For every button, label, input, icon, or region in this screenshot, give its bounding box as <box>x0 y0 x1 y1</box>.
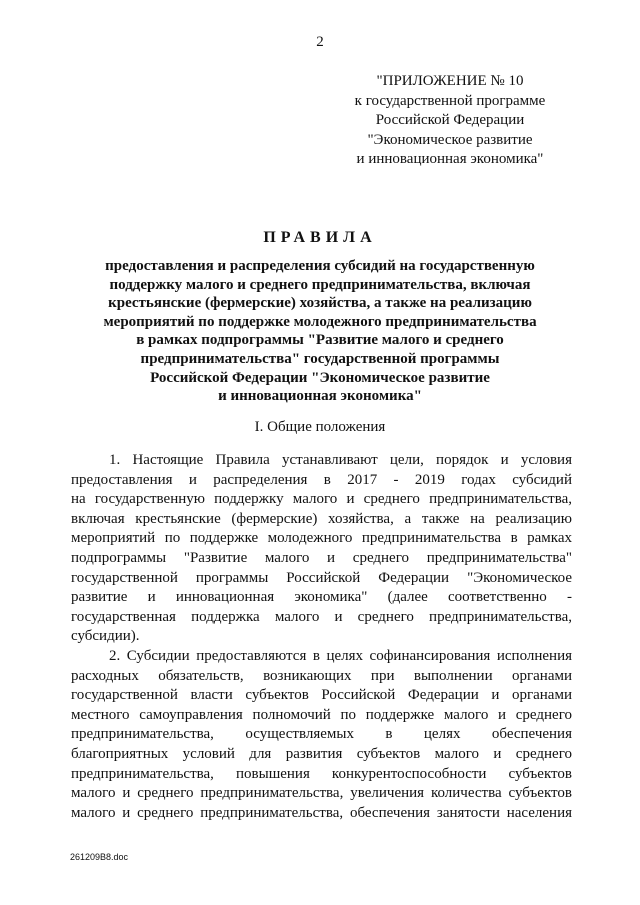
document-subtitle <box>70 257 570 406</box>
text-line: местного самоуправления полномочий по поддержке малого и среднего <box>71 706 572 723</box>
subtitle-line: предоставления и распределения субсидий на государственную <box>105 258 535 274</box>
subtitle-line: предпринимательства" государственной программы <box>140 350 500 367</box>
text-line: малого и среднего предпринимательства, обеспечения занятости населения <box>71 804 572 821</box>
text-line: включая крестьянские (фермерские) хозяйства, а также на реализацию <box>71 510 572 527</box>
text-line: 2. Субсидии предоставляются в целях софинансирования исполнения <box>109 647 572 664</box>
text-line: подпрограммы "Развитие малого и среднего предпринимательства" <box>71 549 572 566</box>
document-title: ПРАВИЛА <box>263 229 377 246</box>
appendix-line: к государственной программе <box>354 92 546 109</box>
text-line: государственной программы Российской Федерации "Экономическое <box>71 569 572 586</box>
text-line: предпринимательства, осуществляемых в целях обеспечения <box>71 726 572 743</box>
text-line: развитие и инновационная экономика" (далее соответственно - <box>71 589 572 606</box>
paragraph-1 <box>71 451 572 647</box>
section-heading: I. Общие положения <box>254 419 386 435</box>
subtitle-line: в рамках подпрограммы "Развитие малого и среднего <box>136 332 504 349</box>
appendix-line: "ПРИЛОЖЕНИЕ № 10 <box>376 73 524 89</box>
text-line: расходных обязательств, возникающих при выполнении органами <box>71 667 572 684</box>
text-line: на государственную поддержку малого и среднего предпринимательства, <box>71 491 572 508</box>
subtitle-line: мероприятий по поддержке молодежного предпринимательства <box>103 313 537 330</box>
text-line: благоприятных условий для развития субъектов малого и среднего <box>71 745 572 762</box>
text-line: предоставления и распределения в 2017 - 2019 годах субсидий <box>71 471 572 488</box>
appendix-header <box>330 72 570 170</box>
text-line: государственная поддержка малого и среднего предпринимательства, <box>71 608 572 625</box>
paragraph-2 <box>71 647 572 823</box>
appendix-line: "Экономическое развитие <box>367 131 533 148</box>
body-text <box>71 451 572 823</box>
text-line: субсидии). <box>71 628 140 645</box>
appendix-line: Российской Федерации <box>375 112 525 128</box>
file-code: 261209В8.doc <box>70 852 129 862</box>
subtitle-line: крестьянские (фермерские) хозяйства, а также на реализацию <box>108 295 532 312</box>
text-line: 1. Настоящие Правила устанавливают цели, порядок и условия <box>109 452 572 468</box>
subtitle-line: поддержку малого и среднего предпринимательства, включая <box>109 276 531 293</box>
text-line: мероприятий по поддержке молодежного предпринимательства в рамках <box>71 530 572 547</box>
appendix-line: и инновационная экономика" <box>356 151 544 167</box>
text-line: предпринимательства, повышения конкурентоспособности субъектов <box>71 765 572 782</box>
page-number: 2 <box>316 34 324 50</box>
subtitle-line: и инновационная экономика" <box>218 388 422 405</box>
subtitle-line: Российской Федерации "Экономическое развитие <box>150 369 490 386</box>
text-line: малого и среднего предпринимательства, увеличения количества субъектов <box>71 785 572 802</box>
text-line: государственной власти субъектов Российской Федерации и органами <box>71 687 572 704</box>
